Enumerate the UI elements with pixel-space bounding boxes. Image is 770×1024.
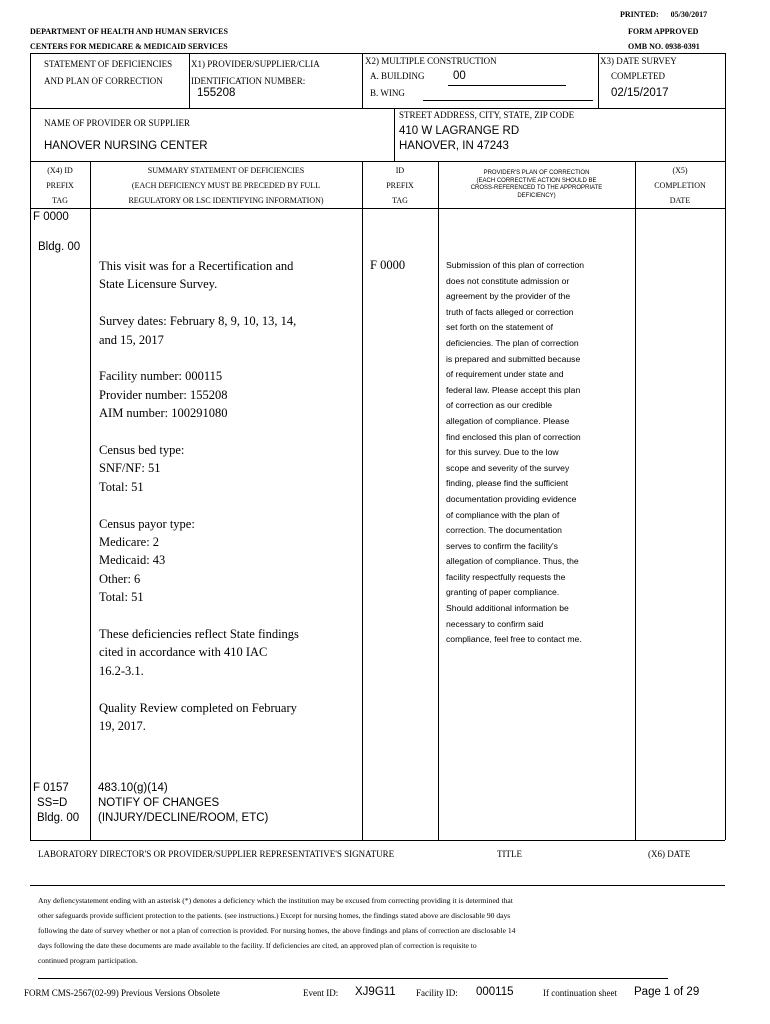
header-text: (EACH DEFICIENCY MUST BE PRECEDED BY FULL bbox=[131, 181, 321, 190]
plan-line: is prepared and submitted because bbox=[446, 353, 581, 364]
summary-line: Total: 51 bbox=[99, 590, 144, 605]
header-text: ID bbox=[395, 166, 405, 175]
rule bbox=[394, 108, 395, 161]
plan-line: for this survey. Due to the low bbox=[446, 447, 559, 458]
plan-line: deficiencies. The plan of correction bbox=[446, 337, 579, 348]
event-id-label: Event ID: bbox=[303, 988, 339, 998]
event-id-value: XJ9G11 bbox=[355, 986, 396, 998]
summary-line: SNF/NF: 51 bbox=[99, 461, 161, 476]
printed-date: 05/30/2017 bbox=[670, 10, 708, 19]
x1-line2: IDENTIFICATION NUMBER: bbox=[191, 76, 306, 86]
x1-label bbox=[191, 56, 320, 90]
facility-id-value: 000115 bbox=[476, 986, 514, 998]
omb-number: OMB NO. 0938-0391 bbox=[628, 42, 700, 51]
header-text: (X5) bbox=[672, 166, 688, 175]
rule bbox=[30, 108, 725, 109]
header-text: DATE bbox=[669, 196, 691, 205]
summary-statement bbox=[99, 257, 361, 754]
summary-line: Medicare: 2 bbox=[99, 535, 160, 550]
form-approved: FORM APPROVED bbox=[628, 27, 699, 36]
f0157-bldg: Bldg. 00 bbox=[37, 812, 80, 824]
header-text: (X4) ID bbox=[47, 166, 73, 175]
f0157-description bbox=[98, 781, 268, 826]
rule bbox=[38, 978, 668, 979]
summary-line: This visit was for a Recertification and bbox=[99, 259, 294, 273]
plan-line: Should additional information be bbox=[446, 603, 569, 614]
regulation-subtitle: (INJURY/DECLINE/ROOM, ETC) bbox=[98, 812, 269, 824]
summary-line: State Licensure Survey. bbox=[99, 277, 218, 292]
continuation-label: If continuation sheet bbox=[543, 988, 617, 998]
summary-line: Quality Review completed on February bbox=[99, 700, 297, 715]
header-summary bbox=[90, 163, 362, 208]
summary-line: Facility number: 000115 bbox=[99, 369, 223, 384]
facility-id-label: Facility ID: bbox=[416, 988, 458, 998]
date-label: (X6) DATE bbox=[648, 849, 691, 859]
statement-line1: STATEMENT OF DEFICIENCIES bbox=[44, 59, 173, 69]
signature-label: LABORATORY DIRECTOR'S OR PROVIDER/SUPPLIER REPRESENTATIVE'S SIGNATURE bbox=[38, 849, 395, 859]
header-text: DEFICIENCY) bbox=[517, 192, 556, 199]
summary-line: Other: 6 bbox=[99, 571, 141, 586]
regulation-title: NOTIFY OF CHANGES bbox=[98, 797, 220, 809]
regulation-number: 483.10(g)(14) bbox=[98, 782, 168, 794]
plan-line: allegation of compliance. Thus, the bbox=[446, 556, 579, 567]
header-text: TAG bbox=[392, 196, 408, 205]
x3-line1: X3) DATE SURVEY bbox=[600, 56, 677, 66]
summary-line: and 15, 2017 bbox=[99, 332, 164, 347]
summary-line: Medicaid: 43 bbox=[99, 553, 166, 568]
rule bbox=[598, 53, 599, 108]
form-number: FORM CMS-2567(02-99) Previous Versions Obsolete bbox=[24, 988, 220, 998]
page-number: Page 1 of 29 bbox=[634, 986, 700, 998]
header-text: CROSS-REFERENCED TO THE APPROPRIATE bbox=[470, 185, 603, 191]
printed-label: PRINTED: bbox=[620, 10, 659, 19]
header-text: PREFIX bbox=[46, 181, 74, 190]
plan-line: facility respectfully requests the bbox=[446, 571, 566, 582]
rule bbox=[30, 885, 725, 886]
header-id-prefix bbox=[362, 163, 438, 208]
notice-line: following the date of survey whether or not a plan of correction is provided. For nursing homes, the above findings and plans of correction are disclosable 14 bbox=[38, 926, 516, 935]
summary-paragraph bbox=[99, 625, 361, 680]
notice-line: Any defiencystatement ending with an asterisk (*) denotes a deficiency which the institution may be excused from correcting providing it is determined that bbox=[38, 896, 513, 905]
rule bbox=[725, 53, 726, 840]
rule bbox=[635, 161, 636, 840]
summary-line: Census payor type: bbox=[99, 516, 195, 531]
plan-line: agreement by the provider of the bbox=[446, 291, 571, 302]
rule bbox=[362, 161, 363, 840]
survey-date-value: 02/15/2017 bbox=[611, 87, 669, 99]
plan-line: find enclosed this plan of correction bbox=[446, 431, 581, 442]
header-text: COMPLETION bbox=[654, 181, 706, 190]
address-line1: 410 W LAGRANGE RD bbox=[399, 125, 520, 137]
header-text: TAG bbox=[52, 196, 68, 205]
plan-line: of requirement under state and bbox=[446, 369, 564, 380]
rule bbox=[30, 53, 725, 54]
provider-name-label: NAME OF PROVIDER OR SUPPLIER bbox=[44, 118, 191, 128]
summary-paragraph bbox=[99, 257, 361, 294]
plan-line: correction. The documentation bbox=[446, 525, 562, 536]
plan-line: federal law. Please accept this plan bbox=[446, 384, 581, 395]
disclosure-notice bbox=[38, 893, 718, 968]
summary-line: AIM number: 100291080 bbox=[99, 406, 228, 421]
statement-line2: AND PLAN OF CORRECTION bbox=[44, 76, 163, 86]
summary-paragraph bbox=[99, 367, 361, 422]
header-x5 bbox=[635, 163, 725, 208]
provider-id-value: 155208 bbox=[197, 87, 236, 99]
summary-line: 19, 2017. bbox=[99, 719, 146, 734]
plan-line: of compliance with the plan of bbox=[446, 509, 560, 520]
bldg-label: Bldg. 00 bbox=[38, 241, 81, 253]
building-value: 00 bbox=[453, 70, 466, 82]
rule bbox=[362, 53, 363, 108]
plan-line: of correction as our credible bbox=[446, 400, 553, 411]
header-text: SUMMARY STATEMENT OF DEFICIENCIES bbox=[147, 166, 305, 175]
summary-line: cited in accordance with 410 IAC bbox=[99, 645, 268, 660]
header-x4-id bbox=[30, 163, 90, 208]
header-text: (EACH CORRECTIVE ACTION SHOULD BE bbox=[476, 177, 597, 184]
plan-line: finding, please find the sufficient bbox=[446, 478, 569, 489]
plan-line: scope and severity of the survey bbox=[446, 462, 570, 473]
rule bbox=[30, 208, 725, 209]
plan-of-correction bbox=[446, 258, 632, 648]
x1-line1: X1) PROVIDER/SUPPLIER/CLIA bbox=[191, 59, 320, 69]
summary-paragraph bbox=[99, 699, 361, 736]
plan-line: necessary to confirm said bbox=[446, 618, 544, 629]
plan-line: compliance, feel free to contact me. bbox=[446, 634, 582, 645]
header-text: REGULATORY OR LSC IDENTIFYING INFORMATION) bbox=[128, 196, 324, 205]
header-plan bbox=[438, 170, 635, 200]
printed-stamp bbox=[620, 10, 707, 19]
building-label: A. BUILDING bbox=[370, 71, 425, 81]
rule bbox=[30, 208, 50, 209]
building-underline bbox=[448, 85, 566, 86]
id-prefix-f0000: F 0000 bbox=[370, 258, 406, 272]
summary-line: 16.2-3.1. bbox=[99, 663, 144, 678]
rule bbox=[30, 161, 725, 162]
plan-line: documentation providing evidence bbox=[446, 493, 577, 504]
address-label: STREET ADDRESS, CITY, STATE, ZIP CODE bbox=[399, 110, 575, 120]
wing-underline bbox=[423, 100, 593, 101]
wing-label: B. WING bbox=[370, 88, 405, 98]
notice-line: other safeguards provide sufficient protection to the patients. (see instructions.) Except for nursing homes, the findings stated above are disclosable 90 days bbox=[38, 911, 511, 920]
statement-label bbox=[44, 56, 172, 90]
summary-paragraph bbox=[99, 441, 361, 496]
summary-line: Provider number: 155208 bbox=[99, 387, 228, 402]
plan-line: truth of facts alleged or correction bbox=[446, 306, 574, 317]
summary-line: Total: 51 bbox=[99, 479, 144, 494]
f0157-tag-block bbox=[33, 781, 79, 826]
title-label: TITLE bbox=[497, 849, 522, 859]
plan-line: set forth on the statement of bbox=[446, 322, 554, 333]
tag-f0000: F 0000 bbox=[33, 211, 69, 223]
plan-line: allegation of compliance. Please bbox=[446, 415, 570, 426]
f0157-tag: F 0157 bbox=[33, 782, 69, 794]
rule bbox=[189, 53, 190, 108]
header-text: PROVIDER'S PLAN OF CORRECTION bbox=[483, 170, 590, 176]
header-text: PREFIX bbox=[386, 181, 414, 190]
rule bbox=[438, 161, 439, 840]
rule bbox=[90, 161, 91, 840]
x3-line2: COMPLETED bbox=[611, 71, 665, 81]
summary-line: Survey dates: February 8, 9, 10, 13, 14, bbox=[99, 314, 297, 329]
x2-title: X2) MULTIPLE CONSTRUCTION bbox=[365, 56, 497, 66]
plan-line: serves to confirm the facility's bbox=[446, 540, 558, 551]
address-line2: HANOVER, IN 47243 bbox=[399, 140, 509, 152]
plan-line: Submission of this plan of correction bbox=[446, 260, 585, 270]
severity-scope: SS=D bbox=[37, 797, 68, 809]
plan-line: granting of paper compliance. bbox=[446, 587, 560, 598]
notice-line: continued program participation. bbox=[38, 956, 138, 965]
summary-line: These deficiencies reflect State findings bbox=[99, 627, 299, 642]
summary-paragraph bbox=[99, 312, 361, 349]
summary-paragraph bbox=[99, 515, 361, 607]
rule bbox=[30, 840, 725, 841]
plan-line: does not constitute admission or bbox=[446, 275, 570, 286]
department-title: DEPARTMENT OF HEALTH AND HUMAN SERVICES bbox=[30, 27, 228, 36]
centers-title: CENTERS FOR MEDICARE & MEDICAID SERVICES bbox=[30, 42, 228, 51]
notice-line: days following the date these documents are made available to the facility. If deficiencies are cited, an approved plan of correction is requisite to bbox=[38, 941, 477, 950]
summary-line: Census bed type: bbox=[99, 443, 185, 458]
provider-name-value: HANOVER NURSING CENTER bbox=[44, 140, 208, 152]
